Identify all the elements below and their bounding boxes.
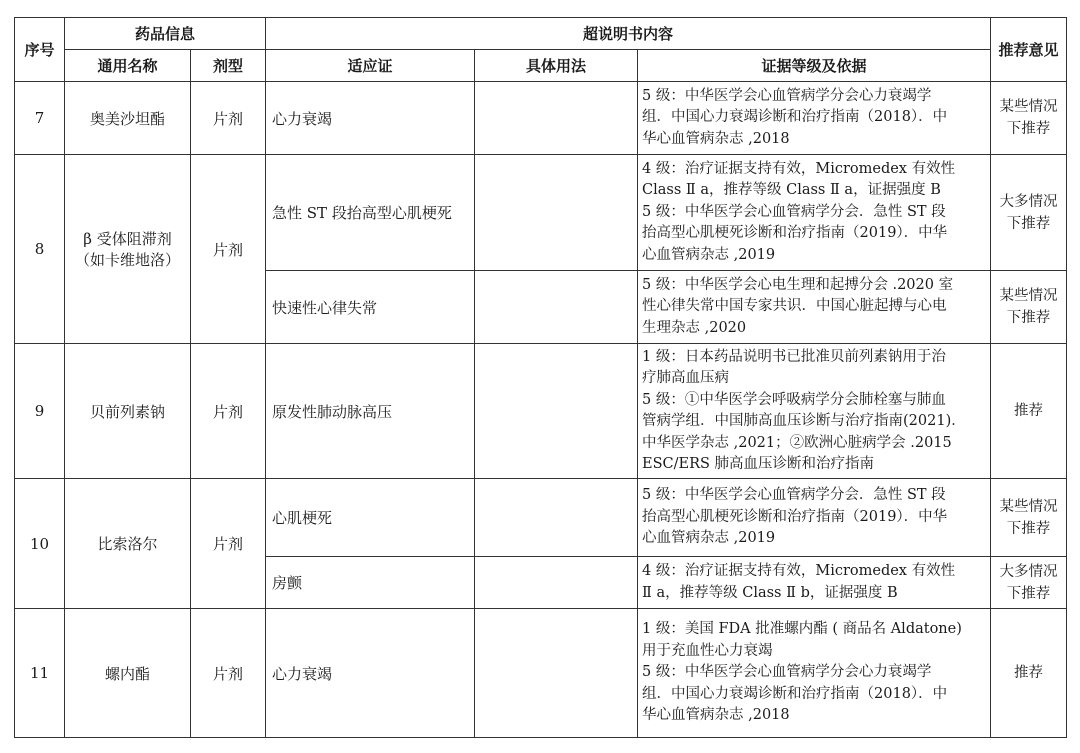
seq-cell: 8 xyxy=(15,155,65,344)
evidence-line: 抬高型心肌梗死诊断和治疗指南（2019）．中华 xyxy=(642,225,948,242)
dosage-form-cell: 片剂 xyxy=(191,82,266,155)
evidence-cell xyxy=(638,344,991,479)
table-row xyxy=(15,344,1067,479)
table-row xyxy=(15,609,1067,738)
indication-cell: 心肌梗死 xyxy=(266,479,475,557)
generic-name-cell: 螺内酯 xyxy=(65,609,191,738)
evidence-line: 中华医学杂志 ,2021；②欧洲心脏病学会 .2015 xyxy=(642,434,952,451)
recommend-line: 某些情况 xyxy=(999,498,1058,515)
seq-cell: 10 xyxy=(15,479,65,609)
evidence-line: 5 级：中华医学会心电生理和起搏分会 .2020 室 xyxy=(642,276,954,293)
evidence-line: 4 级：治疗证据支持有效，Micromedex 有效性 xyxy=(642,563,956,579)
recommend-cell xyxy=(991,155,1067,271)
usage-cell xyxy=(475,155,638,271)
header-evidence: 证据等级及依据 xyxy=(638,50,991,82)
generic-name-cell: 奥美沙坦酯 xyxy=(65,82,191,155)
recommend-cell xyxy=(991,557,1067,609)
dosage-form-cell: 片剂 xyxy=(191,344,266,479)
indication-cell: 心力衰竭 xyxy=(266,609,475,738)
evidence-line: 1 级：美国 FDA 批准螺内酯 ( 商品名 Aldatone) xyxy=(642,621,962,638)
seq-cell: 7 xyxy=(15,82,65,155)
header-seq: 序号 xyxy=(15,18,65,82)
indication-cell: 快速性心律失常 xyxy=(266,271,475,344)
table-row xyxy=(15,155,1067,271)
recommend-line: 推荐 xyxy=(1014,403,1044,419)
generic-name-cell xyxy=(65,155,191,344)
evidence-line: 性心律失常中国专家共识．中国心脏起搏与心电 xyxy=(642,298,947,315)
recommend-line: 大多情况 xyxy=(999,563,1058,580)
recommend-cell xyxy=(991,82,1067,155)
usage-cell xyxy=(475,271,638,344)
evidence-line: Ⅱ a，推荐等级 Class Ⅱ b，证据强度 B xyxy=(642,584,898,601)
usage-cell xyxy=(475,344,638,479)
generic-name-line: β 受体阻滞剂 xyxy=(83,230,172,248)
recommend-line: 大多情况 xyxy=(999,193,1058,210)
evidence-line: 心血管病杂志 ,2019 xyxy=(642,246,776,263)
recommend-line: 某些情况 xyxy=(999,99,1058,115)
evidence-line: ESC/ERS 肺高血压诊断和治疗指南 xyxy=(642,456,875,472)
recommend-cell xyxy=(991,344,1067,479)
seq-cell: 11 xyxy=(15,609,65,738)
evidence-cell xyxy=(638,271,991,344)
evidence-cell xyxy=(638,155,991,271)
recommend-line: 下推荐 xyxy=(1006,121,1051,137)
evidence-line: 抬高型心肌梗死诊断和治疗指南（2019）．中华 xyxy=(642,508,948,525)
evidence-line: 5 级：中华医学会心血管病学分会心力衰竭学 xyxy=(642,87,932,104)
header-indication: 适应证 xyxy=(266,50,475,82)
evidence-line: 组．中国心力衰竭诊断和治疗指南（2018）．中 xyxy=(642,685,948,702)
dosage-form-cell: 片剂 xyxy=(191,609,266,738)
indication-cell: 急性 ST 段抬高型心肌梗死 xyxy=(266,155,475,271)
evidence-line: 5 级：中华医学会心血管病学分会．急性 ST 段 xyxy=(642,487,946,504)
usage-cell xyxy=(475,609,638,738)
usage-cell xyxy=(475,479,638,557)
evidence-line: Class Ⅱ a，推荐等级 Class Ⅱ a，证据强度 B xyxy=(642,182,941,199)
usage-cell xyxy=(475,557,638,609)
evidence-line: 5 级：①中华医学会呼吸病学分会肺栓塞与肺血 xyxy=(642,391,946,408)
evidence-line: 华心血管病杂志 ,2018 xyxy=(642,707,790,724)
recommend-line: 某些情况 xyxy=(999,288,1058,304)
evidence-cell xyxy=(638,479,991,557)
recommend-line: 下推荐 xyxy=(1006,215,1051,232)
header-usage: 具体用法 xyxy=(475,50,638,82)
evidence-line: 4 级：治疗证据支持有效，Micromedex 有效性 xyxy=(642,160,956,177)
recommend-line: 下推荐 xyxy=(1006,520,1051,537)
recommend-cell xyxy=(991,609,1067,738)
recommend-line: 下推荐 xyxy=(1006,310,1051,326)
usage-cell xyxy=(475,82,638,155)
generic-name-line: （如卡维地洛） xyxy=(74,251,180,269)
evidence-line: 组．中国心力衰竭诊断和治疗指南（2018）．中 xyxy=(642,109,948,126)
generic-name-cell: 贝前列素钠 xyxy=(65,344,191,479)
evidence-cell xyxy=(638,557,991,609)
evidence-line: 管病学组．中国肺高血压诊断与治疗指南(2021)． xyxy=(642,413,966,429)
seq-cell: 9 xyxy=(15,344,65,479)
indication-cell: 心力衰竭 xyxy=(266,82,475,155)
recommend-line: 推荐 xyxy=(1014,665,1044,681)
evidence-line: 5 级：中华医学会心血管病学分会心力衰竭学 xyxy=(642,664,932,681)
generic-name-cell: 比索洛尔 xyxy=(65,479,191,609)
dosage-form-cell: 片剂 xyxy=(191,155,266,344)
header-recommend: 推荐意见 xyxy=(991,18,1067,82)
table-row xyxy=(15,479,1067,557)
header-drug-info: 药品信息 xyxy=(65,18,266,50)
dosage-form-cell: 片剂 xyxy=(191,479,266,609)
header-dosage-form: 剂型 xyxy=(191,50,266,82)
indication-cell: 原发性肺动脉高压 xyxy=(266,344,475,479)
indication-cell: 房颤 xyxy=(266,557,475,609)
evidence-cell xyxy=(638,609,991,738)
header-generic-name: 通用名称 xyxy=(65,50,191,82)
table-row xyxy=(15,82,1067,155)
offlabel-drug-table xyxy=(14,17,1067,738)
evidence-line: 生理杂志 ,2020 xyxy=(642,319,747,336)
evidence-cell xyxy=(638,82,991,155)
header-offlabel: 超说明书内容 xyxy=(266,18,991,50)
evidence-line: 5 级：中华医学会心血管病学分会．急性 ST 段 xyxy=(642,203,946,220)
evidence-line: 1 级：日本药品说明书已批准贝前列素钠用于治 xyxy=(642,348,946,365)
evidence-line: 心血管病杂志 ,2019 xyxy=(642,530,776,547)
evidence-line: 用于充血性心力衰竭 xyxy=(642,642,773,659)
recommend-cell xyxy=(991,271,1067,344)
recommend-line: 下推荐 xyxy=(1006,585,1051,602)
recommend-cell xyxy=(991,479,1067,557)
evidence-line: 华心血管病杂志 ,2018 xyxy=(642,130,790,147)
evidence-line: 疗肺高血压病 xyxy=(642,370,730,386)
